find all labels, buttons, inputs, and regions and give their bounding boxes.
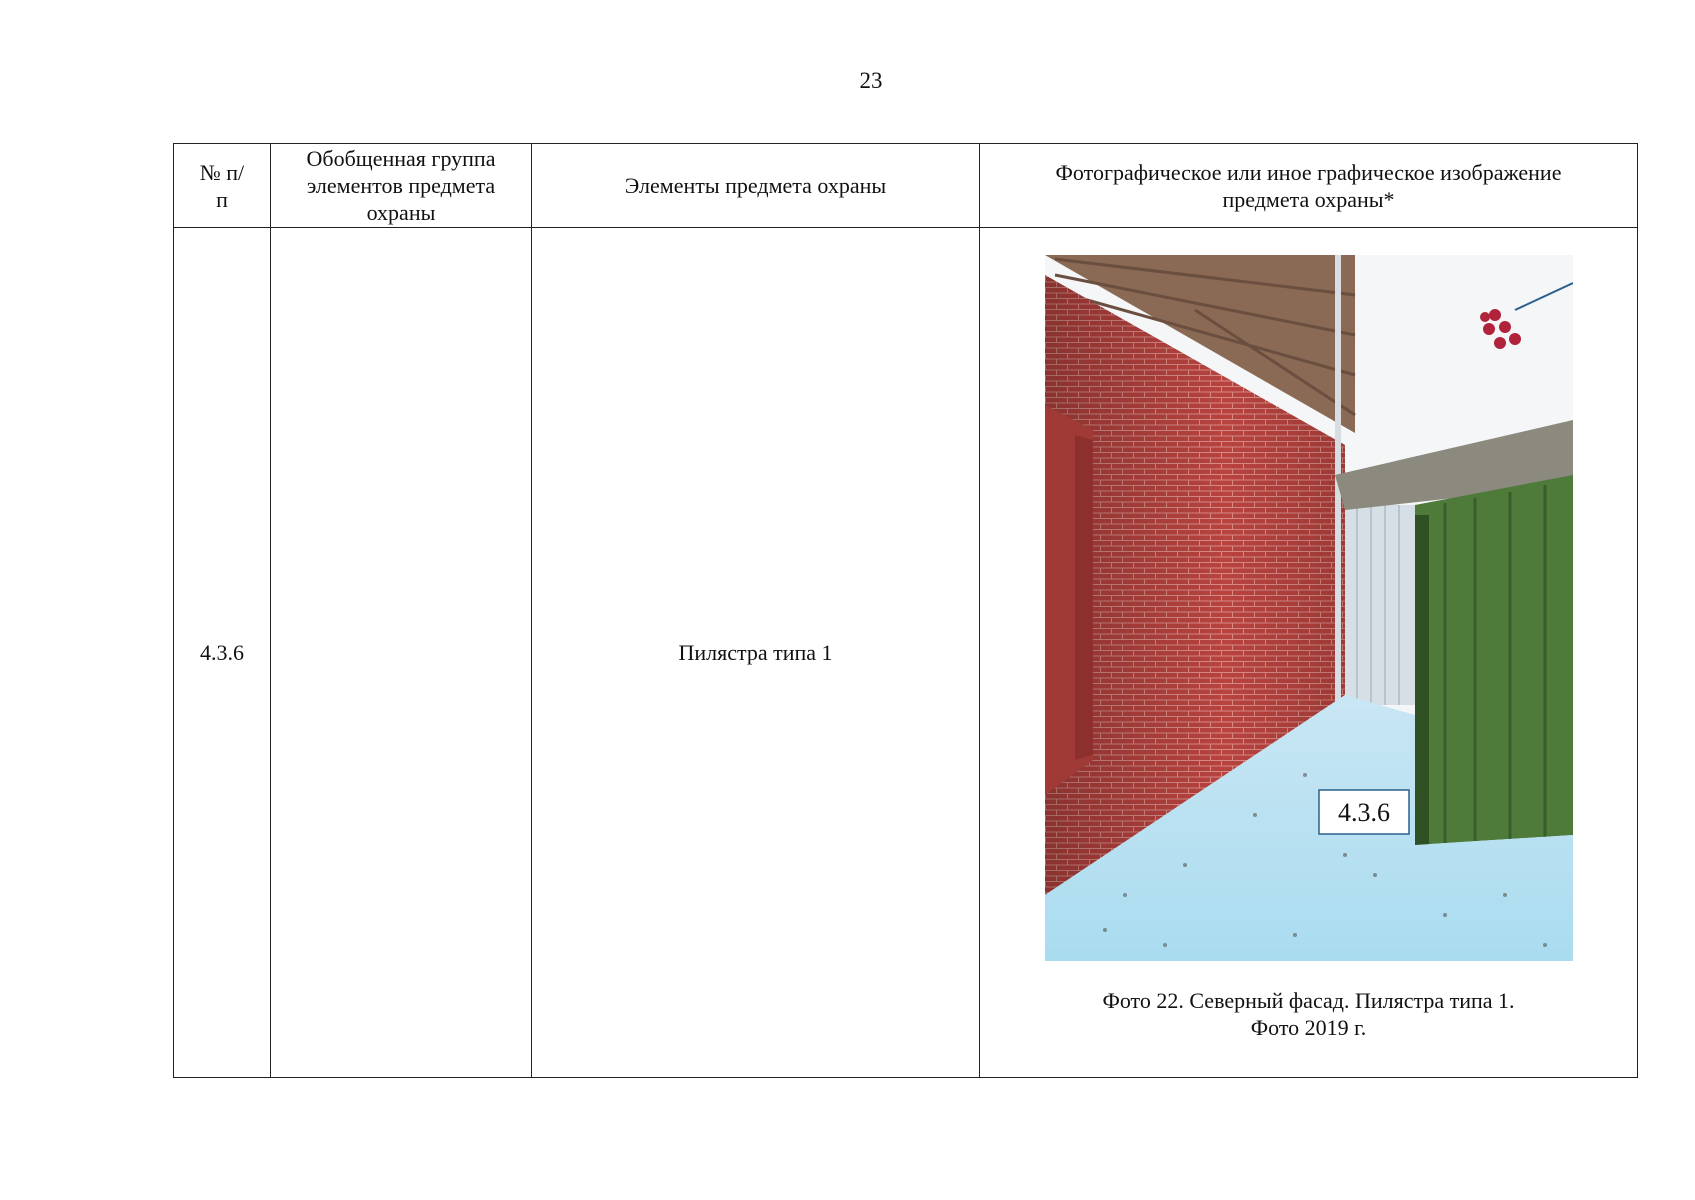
- photo-caption: [984, 987, 1633, 1041]
- header-group: Обобщенная группа элементов предмета охраны: [271, 144, 532, 228]
- caption-line-2: Фото 2019 г.: [1250, 1015, 1367, 1040]
- row-number: 4.3.6: [174, 228, 271, 1078]
- svg-text:4.3.6: 4.3.6: [1337, 798, 1390, 827]
- caption-line-1: Фото 22. Северный фасад. Пилястра типа 1.: [1102, 988, 1515, 1013]
- header-elements: Элементы предмета охраны: [532, 144, 980, 228]
- row-image-cell: [980, 228, 1638, 1078]
- photo-label: [1319, 790, 1409, 834]
- protection-subject-table: [173, 143, 1638, 1078]
- row-element: Пилястра типа 1: [532, 228, 980, 1078]
- table-row: [174, 228, 1638, 1078]
- table-header-row: [174, 144, 1638, 228]
- row-group: [271, 228, 532, 1078]
- facade-photo: [1045, 255, 1573, 961]
- header-number: № п/п: [174, 144, 271, 228]
- page-number: 23: [859, 68, 883, 93]
- header-image: Фотографическое или иное графическое изображение предмета охраны*: [980, 144, 1638, 228]
